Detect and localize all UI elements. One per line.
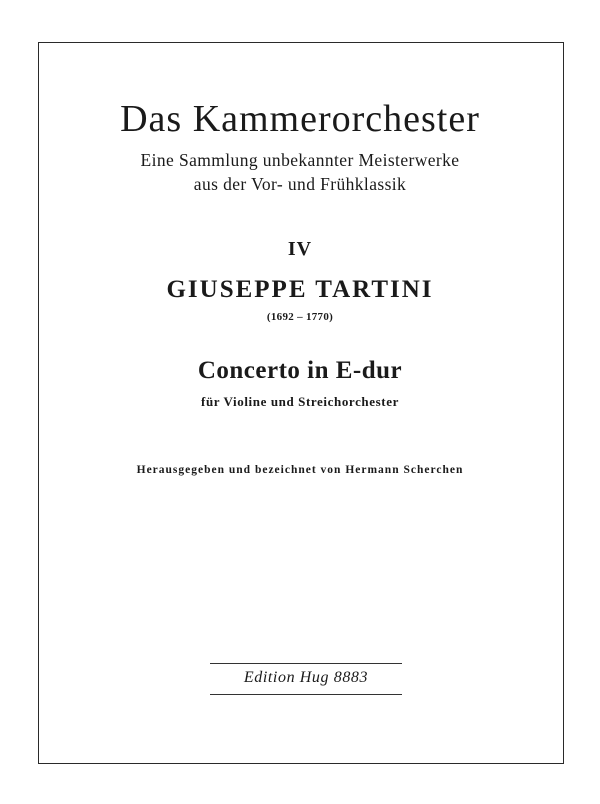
editor-credit: Herausgegeben und bezeichnet von Hermann Scherchen bbox=[136, 464, 464, 476]
series-title: Das Kammerorchester bbox=[120, 98, 480, 140]
series-subtitle-line1: Eine Sammlung unbekannter Meisterwerke bbox=[140, 150, 460, 170]
edition-box bbox=[210, 663, 402, 695]
instrumentation: für Violine und Streichorchester bbox=[201, 394, 399, 409]
volume-number: IV bbox=[287, 238, 313, 260]
composer-name: GIUSEPPE TARTINI bbox=[166, 276, 434, 303]
series-subtitle-line2: aus der Vor- und Frühklassik bbox=[193, 174, 407, 194]
edition-label: Edition Hug 8883 bbox=[243, 669, 369, 686]
work-title: Concerto in E-dur bbox=[197, 357, 403, 384]
composer-dates: (1692 – 1770) bbox=[266, 311, 334, 323]
